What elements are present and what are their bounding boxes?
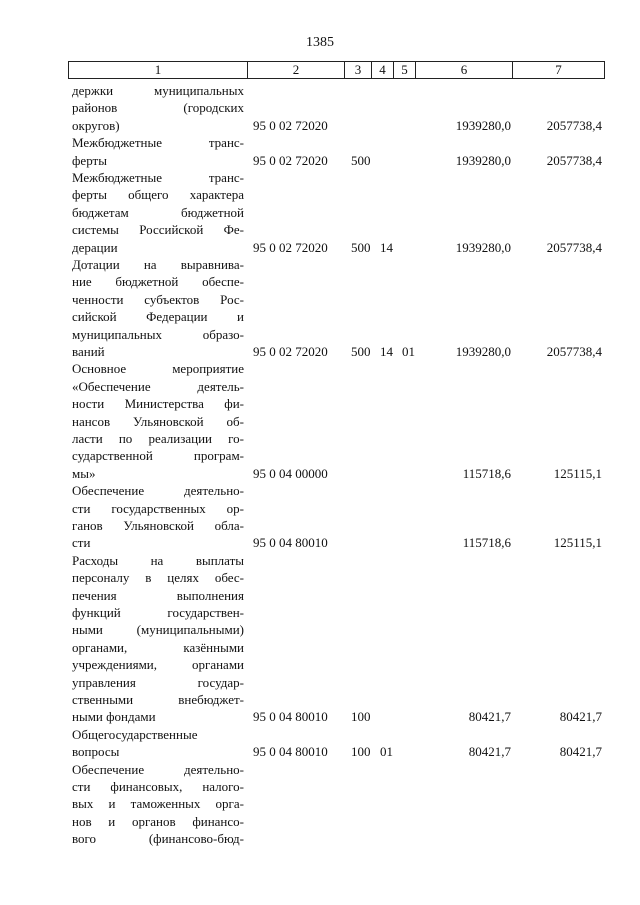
- description-line: нов и органов финансо-: [72, 813, 244, 829]
- row-values: [0, 117, 640, 134]
- cell-c7: 2057738,4: [546, 344, 602, 359]
- description-line: ченности субъектов Рос-: [72, 291, 244, 307]
- description-line: сти государственных ор-: [72, 500, 244, 516]
- description-line: «Обеспечение деятель-: [72, 378, 244, 394]
- page-number: 1385: [306, 35, 334, 50]
- cell-c6: 1939280,0: [455, 117, 511, 133]
- description-line: ферты общего характера: [72, 187, 244, 203]
- header-col-2: 2: [248, 62, 345, 78]
- header-col-1: 1: [69, 62, 248, 78]
- description-line: ферты: [72, 152, 107, 168]
- cell-c6: 1939280,0: [455, 152, 511, 168]
- table-header: [68, 61, 605, 79]
- cell-c6: 80421,7: [468, 709, 511, 725]
- header-col-7: 7: [555, 62, 562, 77]
- description-line: сти: [72, 535, 91, 551]
- description-line: Обеспечение деятельно-: [72, 761, 244, 777]
- cell-c3: 500: [351, 152, 371, 168]
- description-line: мы»: [72, 465, 96, 481]
- description-line: округов): [72, 117, 120, 133]
- description-line: Межбюджетные транс-: [72, 170, 244, 185]
- cell-c7: 125115,1: [553, 465, 602, 481]
- cell-c4: 01: [380, 744, 393, 760]
- description-line: дерации: [72, 239, 118, 255]
- cell-c3: 500: [351, 239, 371, 255]
- cell-c3: 500: [351, 344, 371, 359]
- row-values: [0, 343, 640, 360]
- cell-c7: 2057738,4: [546, 152, 602, 168]
- cell-c2: 95 0 04 80010: [253, 535, 328, 551]
- description-line: Дотации на выравнива-: [72, 257, 244, 272]
- description-line: ности Министерства фи-: [72, 396, 244, 412]
- description-line: ваний: [72, 343, 105, 359]
- cell-c4: 14: [380, 239, 393, 255]
- row-values: [0, 465, 640, 482]
- description-line: управления государ-: [72, 674, 244, 690]
- cell-c2: 95 0 04 80010: [253, 744, 328, 760]
- description-line: муниципальных образо-: [72, 326, 244, 342]
- description-line: печения выполнения: [72, 587, 244, 603]
- cell-c7: 125115,1: [553, 535, 602, 551]
- description-line: ласти по реализации го-: [72, 430, 244, 446]
- description-line: держки муниципальных: [72, 83, 244, 98]
- cell-c4: 14: [380, 344, 393, 359]
- description-line: учреждениями, органами: [72, 657, 244, 673]
- cell-c2: 95 0 02 72020: [253, 239, 328, 255]
- description-line: системы Российской Фе-: [72, 222, 244, 238]
- cell-c7: 80421,7: [559, 744, 602, 760]
- description-line: сти финансовых, налого-: [72, 778, 244, 794]
- cell-c5: 01: [402, 344, 415, 359]
- description-line: вого (финансово-бюд-: [72, 831, 244, 847]
- description-line: ние бюджетной обеспе-: [72, 274, 244, 290]
- description-line: Основное мероприятие: [72, 361, 244, 377]
- description-line: персоналу в целях обес-: [72, 570, 244, 586]
- description-line: Обеспечение деятельно-: [72, 483, 244, 499]
- cell-c2: 95 0 02 72020: [253, 117, 328, 133]
- header-col-4: 4: [372, 62, 394, 78]
- cell-c6: 1939280,0: [455, 344, 511, 359]
- cell-c6: 115718,6: [462, 465, 511, 481]
- description-line: нансов Ульяновской об-: [72, 413, 244, 429]
- cell-c2: 95 0 02 72020: [253, 344, 328, 359]
- description-line: Расходы на выплаты: [72, 552, 244, 568]
- cell-c2: 95 0 04 00000: [253, 465, 328, 481]
- row-values: [0, 743, 640, 760]
- header-col-3: 3: [345, 62, 372, 78]
- description-line: ственными внебюджет-: [72, 691, 244, 707]
- row-values: [0, 152, 640, 169]
- description-line: функций государствен-: [72, 604, 244, 620]
- row-values: [0, 830, 640, 847]
- row-values: [0, 708, 640, 725]
- cell-c7: 2057738,4: [546, 239, 602, 255]
- cell-c6: 115718,6: [462, 535, 511, 551]
- row-description: [72, 552, 244, 726]
- cell-c6: 1939280,0: [455, 239, 511, 255]
- description-line: Общегосударственные: [72, 726, 198, 742]
- description-line: сударственной програм-: [72, 448, 244, 464]
- header-col-6: 6: [416, 62, 513, 78]
- description-line: вых и таможенных орга-: [72, 796, 244, 812]
- cell-c6: 80421,7: [468, 744, 511, 760]
- description-line: ными фондами: [72, 709, 156, 725]
- description-line: сийской Федерации и: [72, 309, 244, 325]
- description-line: ными (муниципальными): [72, 622, 244, 638]
- cell-c3: 100: [351, 744, 371, 760]
- cell-c3: 100: [351, 709, 371, 725]
- row-values: [0, 534, 640, 551]
- description-line: бюджетам бюджетной: [72, 204, 244, 220]
- cell-c7: 80421,7: [559, 709, 602, 725]
- description-line: Межбюджетные транс-: [72, 135, 244, 151]
- header-col-5: 5: [394, 62, 416, 78]
- description-line: органами, казёнными: [72, 639, 244, 655]
- description-line: вопросы: [72, 744, 120, 760]
- description-line: районов (городских: [72, 100, 244, 116]
- cell-c2: 95 0 02 72020: [253, 152, 328, 168]
- description-line: ганов Ульяновской обла-: [72, 517, 244, 533]
- cell-c7: 2057738,4: [546, 117, 602, 133]
- row-values: [0, 239, 640, 256]
- cell-c2: 95 0 04 80010: [253, 709, 328, 725]
